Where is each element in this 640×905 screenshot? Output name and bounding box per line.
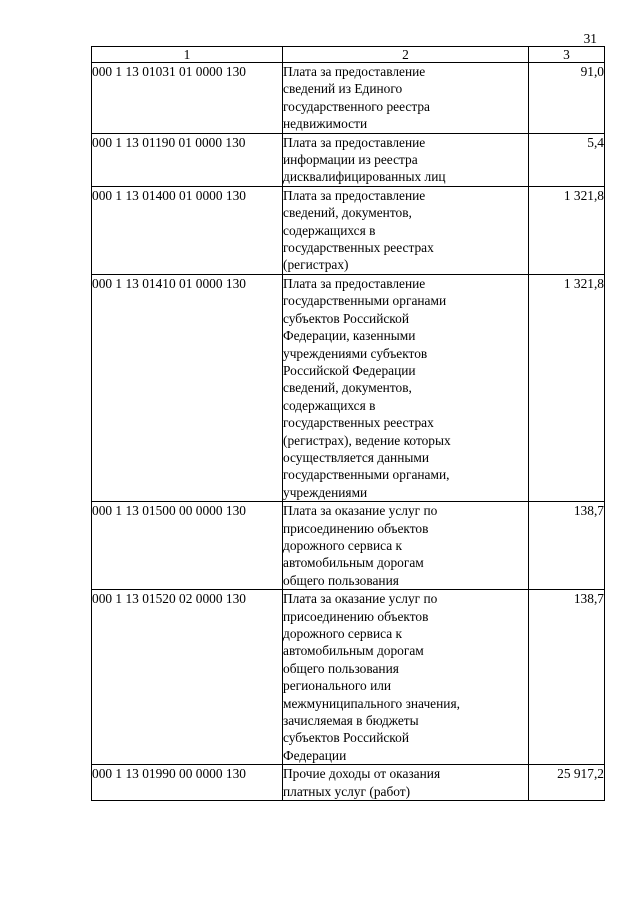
revenue-name-line: зачисляемая в бюджеты	[283, 713, 419, 729]
revenue-name-line: информации из реестра	[283, 152, 418, 168]
revenue-name-line: Федерации, казенными	[283, 328, 416, 344]
table-row	[92, 274, 605, 501]
table-body	[92, 63, 605, 801]
revenue-code-cell: 000 1 13 01520 02 0000 130	[92, 590, 283, 765]
revenue-name-line: Российской Федерации	[283, 362, 416, 378]
column-header-amount: 3	[529, 47, 605, 63]
revenue-name-line: Плата за предоставление	[283, 275, 426, 291]
amount-cell: 25 917,2	[529, 765, 605, 801]
revenue-name-line: Плата за предоставление	[283, 187, 426, 203]
revenue-name-line: содержащихся в	[283, 397, 376, 413]
column-header-code: 1	[92, 47, 283, 63]
table-row	[92, 186, 605, 274]
amount-cell: 1 321,8	[529, 186, 605, 274]
revenue-name-line: государственного реестра	[283, 98, 430, 114]
revenue-name-line: государственными органами	[283, 293, 447, 309]
revenue-name-cell	[283, 502, 529, 590]
revenue-code-cell: 000 1 13 01190 01 0000 130	[92, 133, 283, 186]
revenue-name-line: учреждениями субъектов	[283, 345, 428, 361]
revenue-name-line: недвижимости	[283, 116, 368, 132]
revenue-code-cell: 000 1 13 01400 01 0000 130	[92, 186, 283, 274]
revenue-name-line: (регистрах)	[283, 257, 349, 273]
header-row	[92, 47, 605, 63]
revenue-name-line: дорожного сервиса к	[283, 537, 403, 553]
revenue-name-line: субъектов Российской	[283, 730, 409, 746]
revenue-name-line: Прочие доходы от оказания	[283, 766, 441, 782]
revenue-code-cell: 000 1 13 01990 00 0000 130	[92, 765, 283, 801]
revenue-code-cell: 000 1 13 01031 01 0000 130	[92, 63, 283, 134]
revenue-name-line: сведений, документов,	[283, 380, 412, 396]
revenue-name-line: межмуниципального значения,	[283, 695, 460, 711]
revenue-name-line: автомобильным дорогам	[283, 643, 424, 659]
table-header	[92, 47, 605, 63]
revenue-name-line: субъектов Российской	[283, 310, 409, 326]
revenue-name-line: общего пользования	[283, 572, 399, 588]
revenue-name-cell	[283, 274, 529, 501]
table-row	[92, 590, 605, 765]
amount-cell: 1 321,8	[529, 274, 605, 501]
revenue-code-cell: 000 1 13 01410 01 0000 130	[92, 274, 283, 501]
revenue-name-line: государственных реестрах	[283, 240, 434, 256]
page-number: 31	[583, 31, 597, 46]
revenue-name-line: Плата за предоставление	[283, 134, 426, 150]
amount-cell: 91,0	[529, 63, 605, 134]
revenue-name-line: регионального или	[283, 678, 392, 694]
revenue-name-line: дисквалифицированных лиц	[283, 169, 446, 185]
revenue-code-cell: 000 1 13 01500 00 0000 130	[92, 502, 283, 590]
revenue-name-line: учреждениями	[283, 484, 368, 500]
revenue-name-cell	[283, 186, 529, 274]
revenue-name-line: автомобильным дорогам	[283, 555, 424, 571]
amount-cell: 138,7	[529, 590, 605, 765]
revenue-name-line: Плата за оказание услуг по	[283, 591, 438, 607]
revenue-name-line: сведений из Единого	[283, 81, 403, 97]
table-row	[92, 63, 605, 134]
revenue-name-line: Федерации	[283, 747, 347, 763]
revenue-name-line: присоединению объектов	[283, 520, 429, 536]
revenue-name-line: Плата за оказание услуг по	[283, 503, 438, 519]
revenue-name-line: присоединению объектов	[283, 608, 429, 624]
revenue-name-line: дорожного сервиса к	[283, 626, 403, 641]
revenue-name-cell	[283, 133, 529, 186]
revenue-name-cell	[283, 590, 529, 765]
revenue-name-line: платных услуг (работ)	[283, 783, 411, 799]
column-header-name: 2	[283, 47, 529, 63]
revenue-table	[91, 46, 605, 801]
revenue-name-line: Плата за предоставление	[283, 64, 426, 79]
revenue-name-line: государственными органами,	[283, 467, 450, 483]
revenue-name-line: осуществляется данными	[283, 449, 429, 465]
amount-cell: 5,4	[529, 133, 605, 186]
revenue-name-line: сведений, документов,	[283, 205, 412, 221]
revenue-name-line: (регистрах), ведение которых	[283, 432, 451, 448]
table-row	[92, 765, 605, 801]
revenue-name-cell	[283, 63, 529, 134]
revenue-name-line: общего пользования	[283, 660, 399, 676]
revenue-name-line: государственных реестрах	[283, 415, 434, 431]
table-row	[92, 133, 605, 186]
table-row	[92, 502, 605, 590]
revenue-name-line: содержащихся в	[283, 222, 376, 238]
revenue-name-cell	[283, 765, 529, 801]
amount-cell: 138,7	[529, 502, 605, 590]
